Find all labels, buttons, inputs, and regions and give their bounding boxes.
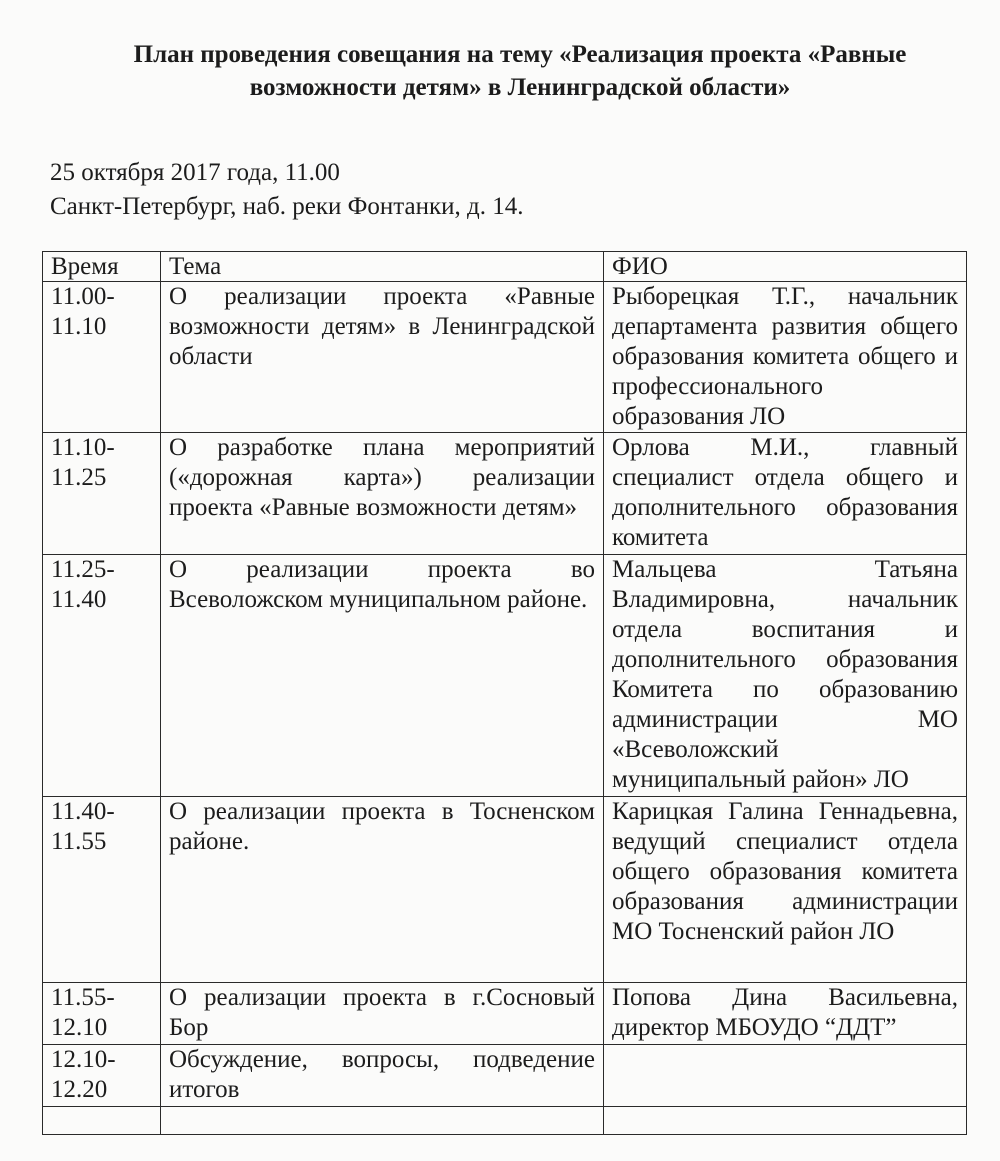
row-time: 12.10- 12.20 <box>43 1045 161 1107</box>
meeting-place: Санкт-Петербург, наб. реки Фонтанки, д. 14. <box>50 193 524 220</box>
header-topic: Тема <box>161 252 604 282</box>
row-name: Рыборецкая Т.Г., начальник департамента развития общего образования комитета общего и профессионального образования ЛО <box>604 282 967 433</box>
row-time: 11.25- 11.40 <box>43 555 161 797</box>
agenda-table <box>42 251 967 1135</box>
agenda-row <box>43 1045 967 1107</box>
row-name <box>604 1107 967 1135</box>
row-time: 11.00- 11.10 <box>43 282 161 433</box>
agenda-row <box>43 555 967 797</box>
agenda-row <box>43 282 967 433</box>
row-name: Мальцева Татьяна Владимировна, начальник отдела воспитания и дополнительного образования Комитета по образованию администрации МО «Всеволожский муниципальный район» ЛО <box>604 555 967 797</box>
row-time: 11.40- 11.55 <box>43 797 161 983</box>
row-topic: О реализации проекта «Равные возможности детям» в Ленинградской области <box>161 282 604 433</box>
row-name <box>604 1045 967 1107</box>
row-time: 11.55- 12.10 <box>43 983 161 1045</box>
row-name: Орлова М.И., главный специалист отдела общего и дополнительного образования комитета <box>604 433 967 555</box>
agenda-row <box>43 433 967 555</box>
agenda-row <box>43 797 967 983</box>
agenda-header-row <box>43 252 967 282</box>
row-topic: О реализации проекта во Всеволожском муниципальном районе. <box>161 555 604 797</box>
row-topic: О реализации проекта в Тосненском районе. <box>161 797 604 983</box>
row-name: Попова Дина Васильевна, директор МБОУДО “ДДТ” <box>604 983 967 1045</box>
meeting-details <box>50 156 524 224</box>
row-topic: О реализации проекта в г.Сосновый Бор <box>161 983 604 1045</box>
agenda-row <box>43 983 967 1045</box>
header-name: ФИО <box>604 252 967 282</box>
row-topic: Обсуждение, вопросы, подведение итогов <box>161 1045 604 1107</box>
document-title: План проведения совещания на тему «Реализация проекта «Равные возможности детям» в Ленинградской области» <box>133 41 907 101</box>
meeting-date: 25 октября 2017 года, 11.00 <box>50 159 340 186</box>
row-time <box>43 1107 161 1135</box>
header-time: Время <box>43 252 161 282</box>
row-name: Карицкая Галина Геннадьевна, ведущий специалист отдела общего образования комитета образования администрации МО Тосненский район ЛО <box>604 797 967 983</box>
row-topic <box>161 1107 604 1135</box>
row-topic: О разработке плана мероприятий («дорожная карта») реализации проекта «Равные возможности детям» <box>161 433 604 555</box>
agenda-row <box>43 1107 967 1135</box>
row-time: 11.10- 11.25 <box>43 433 161 555</box>
